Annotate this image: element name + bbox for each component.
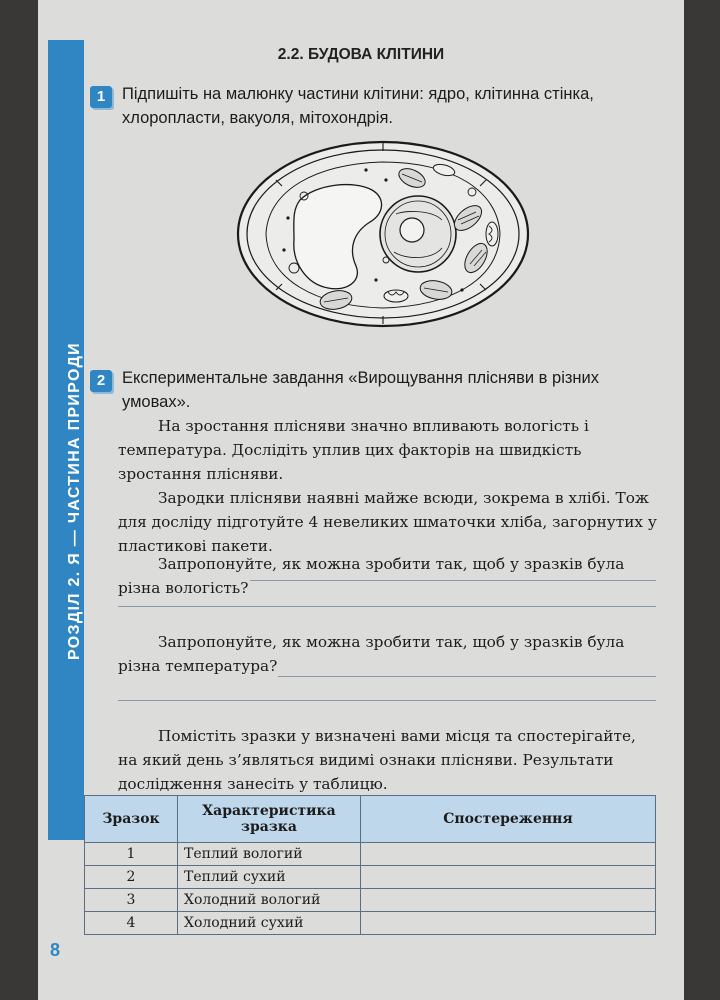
- plant-cell-diagram[interactable]: [236, 140, 530, 328]
- paragraph-3: Помістіть зразки у визначені вами місця та спостерігайте, на який день з’являться видимі ознаки плісняви. Результати дослідження занесіть у таблицю.: [118, 727, 636, 793]
- side-label: РОЗДІЛ 2. Я — ЧАСТИНА ПРИРОДИ: [66, 342, 83, 660]
- nucleolus: [400, 218, 424, 242]
- task-1-line-2: хлоропласти, вакуоля, мітохондрія.: [122, 109, 393, 127]
- answer-line-3[interactable]: [278, 676, 656, 677]
- page-number: 8: [50, 940, 61, 960]
- sample-number: 4: [85, 912, 178, 935]
- answer-line-4[interactable]: [118, 700, 656, 701]
- header-characteristic: Характеристика зразка: [178, 796, 361, 843]
- sample-number: 3: [85, 889, 178, 912]
- paragraph-2: Зародки плісняви наявні майже всюди, зокрема в хлібі. Тож для досліду підготуйте 4 невеликих шматочки хліба, загорнутих у пластикові пакети.: [118, 489, 657, 555]
- task-2-number: 2: [90, 370, 112, 392]
- table-row: [85, 843, 656, 866]
- sample-description: Холодний сухий: [178, 912, 361, 935]
- header-sample: Зразок: [85, 796, 178, 843]
- section-title: 2.2. БУДОВА КЛІТИНИ: [277, 46, 445, 63]
- question-2: Запропонуйте, як можна зробити так, щоб у зразків була різна температура?: [118, 633, 625, 675]
- table-row: [85, 912, 656, 935]
- header-observations: Спостереження: [361, 796, 656, 843]
- workbook-page: [38, 0, 684, 1000]
- observation-cell[interactable]: [361, 843, 656, 866]
- sample-description: Теплий сухий: [178, 866, 361, 889]
- observation-cell[interactable]: [361, 912, 656, 935]
- observation-table: [84, 795, 656, 935]
- task-2-line-1: Експериментальне завдання «Вирощування плісняви в різних: [122, 369, 600, 387]
- observation-cell[interactable]: [361, 889, 656, 912]
- paragraph-1: На зростання плісняви значно впливають вологість і температура. Дослідіть уплив цих факторів на швидкість зростання плісняви.: [118, 417, 589, 483]
- table-row: [85, 889, 656, 912]
- observation-cell[interactable]: [361, 866, 656, 889]
- task-1-line-1: Підпишіть на малюнку частини клітини: ядро, клітинна стінка,: [122, 85, 594, 103]
- table-row: [85, 866, 656, 889]
- task-1-number: 1: [90, 86, 112, 108]
- question-1: Запропонуйте, як можна зробити так, щоб у зразків була різна вологість?: [118, 555, 625, 597]
- sample-number: 1: [85, 843, 178, 866]
- sample-description: Холодний вологий: [178, 889, 361, 912]
- answer-line-1[interactable]: [250, 580, 656, 581]
- task-2-line-2: умовах».: [122, 393, 191, 411]
- answer-line-2[interactable]: [118, 606, 656, 607]
- sample-number: 2: [85, 866, 178, 889]
- sample-description: Теплий вологий: [178, 843, 361, 866]
